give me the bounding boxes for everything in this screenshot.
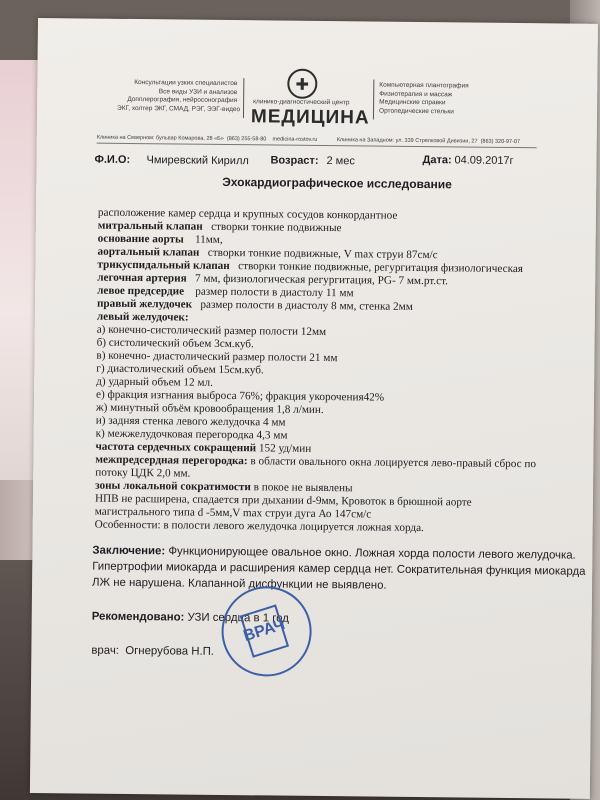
body-line-label: основание аорты — [97, 232, 184, 246]
age-value: 2 мес — [326, 155, 355, 168]
body-line-label: левое предсердие — [97, 284, 185, 298]
recommendation-value: УЗИ сердца в 1 год — [187, 611, 289, 625]
body-line-value: 11мм, — [194, 233, 223, 246]
age-label: Возраст: — [270, 154, 319, 167]
body-line: и) задняя стенка левого желудочка 4 мм — [95, 414, 286, 429]
body-line-label: правый желудочек — [96, 297, 193, 311]
body-line-label: митральный клапан — [97, 219, 203, 233]
body-line: магистрального типа d -5мм,V max струи дуга Ао 147см/с — [94, 505, 372, 521]
header-right-line: Физиотерапия и массаж — [379, 90, 453, 98]
document-sheet — [30, 18, 598, 799]
body-line: ж) минутный объём кровообращения 1,8 л/мин. — [95, 401, 324, 417]
body-line-value: в области овального окна лоцируется лево-правый сброс по — [250, 455, 537, 471]
body-line: расположение камер сердца и крупных сосудов конкордантное — [97, 206, 398, 222]
body-line-label: частота сердечных сокращений — [95, 440, 257, 455]
body-line-label: аортальный клапан — [97, 245, 200, 259]
body-line: е) фракция изгнания выброса 76%; фракция укорочения42% — [95, 388, 385, 404]
body-line: к) межжелудочковая перегородка 4,3 мм — [95, 427, 288, 442]
header-left-line: Допплерография, нейросонография — [127, 95, 238, 105]
header-left-line: Консультации узких специалистов — [134, 79, 238, 88]
body-line-label: легочная артерия — [97, 271, 187, 285]
date-label: Дата: — [422, 154, 452, 167]
body-line: а) конечно-систолический размер полости 12мм — [96, 323, 327, 339]
header-divider-left — [243, 78, 244, 118]
phone-north: (863) 255-58-80 — [226, 135, 267, 143]
body-line: Особенности: в полости левого желудочка лоцируется ложная хорда. — [94, 518, 424, 535]
body-line-value: створки тонкие подвижные — [211, 220, 342, 235]
address-west — [337, 137, 520, 145]
address-north — [97, 135, 318, 143]
address-west-text: Клиника на Западном: ул. 339 Стрелковой Дивизии, 27 — [336, 137, 478, 145]
body-line-label: трикуспидальный клапан — [97, 258, 230, 273]
body-line — [98, 233, 223, 246]
body-line-value: 7 мм, физиологическая регургитация, PG- 7 мм.рт.ст. — [195, 272, 449, 288]
header-right-line: Ортопедические стельки — [379, 107, 454, 115]
header-right-line: Медицинские справки — [379, 98, 446, 107]
conclusion-text: Функционирующее овальное окно. Ложная хорда полости левого желудочка. — [168, 545, 576, 562]
conclusion-line: Гипертрофии миокарда и расширения камер сердца нет. Сократительная функция миокарда — [92, 560, 586, 578]
header-left-line: Все виды УЗИ и анализов — [158, 87, 238, 96]
body-line: г) диастолический объем 15см.куб. — [96, 362, 264, 377]
conclusion-line: ЛЖ не нарушена. Клапанной дисфункции не выявлено. — [92, 576, 387, 592]
header-center-subtitle: клинико-диагностический центр — [253, 98, 350, 107]
doctor-stamp-icon — [210, 575, 323, 688]
date-value: 04.09.2017г — [454, 154, 514, 167]
clinic-brand: МЕДИЦИНА — [250, 106, 370, 129]
header-left-services — [117, 79, 241, 114]
report-title: Эхокардиографическое исследование — [222, 174, 452, 192]
doctor-label: врач: — [91, 644, 120, 657]
clinic-cross-logo-icon: ✚ — [287, 69, 317, 99]
body-line: б) систолический объем 3см.куб. — [96, 336, 254, 351]
body-line — [98, 220, 342, 235]
conclusion-line — [92, 545, 575, 562]
body-line-label: зоны локальной сократимости — [95, 479, 251, 494]
body-line: в) конечно- диастолический размер полости 21 мм — [96, 349, 338, 365]
body-line: НПВ не расширена, спадается при дыхании d-9мм, Кровоток в брюшной аорте — [94, 492, 472, 509]
header-left-line: ЭКГ, холтер ЭКГ, СМАД, РЭГ, ЭЭГ-видео — [117, 104, 241, 113]
header-divider-right — [373, 80, 374, 120]
body-line-label: межпредсердная перегородка: — [95, 453, 248, 468]
body-line-value: размер полости в диастолу 8 мм, стенка 2мм — [200, 298, 413, 313]
doctor-signature-line — [91, 645, 214, 658]
conclusion-label: Заключение: — [92, 544, 166, 558]
recommendation-label: Рекомендовано: — [91, 610, 185, 624]
body-line — [95, 441, 311, 455]
header-right-line: Компьютерная плантография — [379, 81, 469, 90]
doctor-name: Огнерубова Н.П. — [125, 644, 215, 658]
header-right-services — [379, 82, 469, 117]
body-line-value: 152 уд/мин — [258, 442, 312, 455]
phone-west: (863) 320-97-07 — [480, 138, 521, 146]
website: medicina-rostov.ru — [272, 136, 318, 143]
body-line: левый желудочек: — [96, 310, 189, 324]
fio-value: Чмиревский Кирилл — [146, 154, 249, 168]
body-line-value: створки тонкие подвижные, регургитация физиологическая — [238, 260, 524, 276]
body-line-value: размер полости в диастолу 11 мм — [195, 285, 354, 300]
body-line-value: створки тонкие подвижные, V max струи 87см/с — [207, 246, 438, 262]
body-line: д) ударный объем 12 мл. — [96, 375, 213, 389]
fio-label: Ф.И.О: — [94, 153, 131, 166]
body-line-value: в покое не выявлены — [253, 481, 353, 495]
address-north-text: Клиника на Северном: бульвар Комарова, 28 «Б» — [96, 134, 224, 142]
stamp-label: ВРАЧ — [240, 604, 289, 657]
body-line: потоку ЦДК 2,0 мм. — [95, 466, 191, 480]
